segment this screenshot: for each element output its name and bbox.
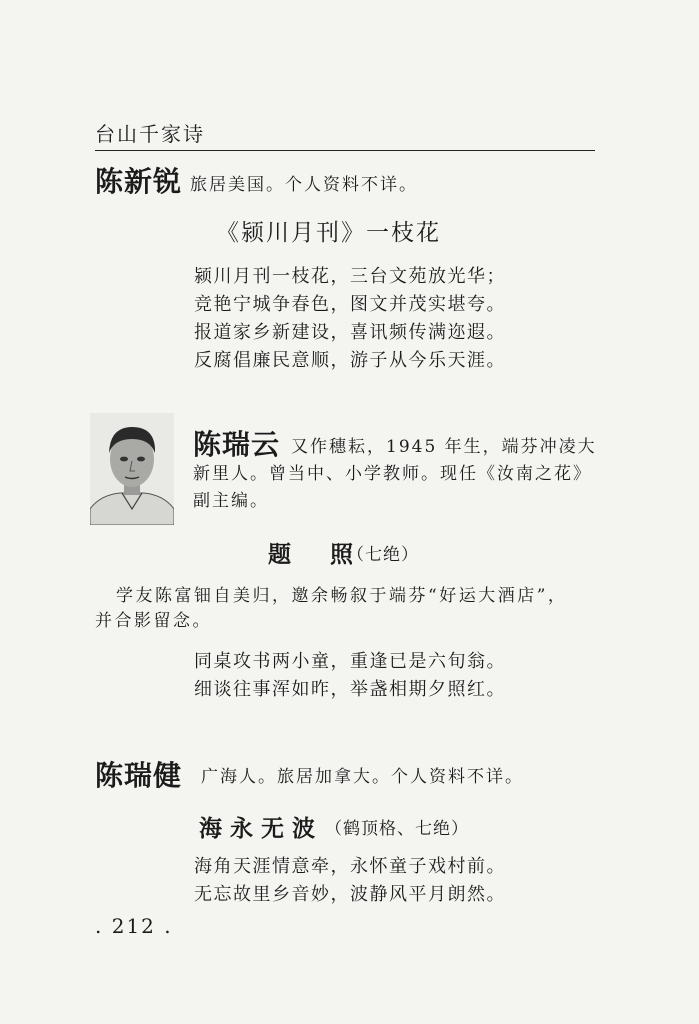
author-portrait xyxy=(90,413,174,525)
poem-line: 颍川月刊一枝花，三台文苑放光华； xyxy=(194,266,506,287)
poem-line: 同桌攻书两小童，重逢已是六旬翁。 xyxy=(194,651,506,672)
author-bio: 副主编。 xyxy=(193,491,269,511)
author-name: 陈瑞云 xyxy=(193,428,281,461)
poem-form: （鹤顶格、七绝） xyxy=(325,819,469,839)
running-title: 台山千家诗 xyxy=(95,122,205,146)
poem-line: 反腐倡廉民意顺，游子从今乐天涯。 xyxy=(194,350,506,371)
poem-line: 竞艳宁城争春色，图文并茂实堪夸。 xyxy=(194,294,506,315)
poem-line: 报道家乡新建设，喜讯频传满迩遐。 xyxy=(194,322,506,343)
author-bio: 又作穗耘，1945 年生，端芬冲凌大 xyxy=(291,437,597,457)
poem-line: 细谈往事浑如昨，举盏相期夕照红。 xyxy=(194,679,506,700)
poem-title: 题 照 xyxy=(268,542,361,568)
author-bio: 旅居美国。个人资料不详。 xyxy=(190,175,418,195)
author-name: 陈瑞健 xyxy=(95,759,183,792)
author-name: 陈新锐 xyxy=(95,165,183,198)
poem-form: （七绝） xyxy=(347,545,419,565)
author-bio: 新里人。曾当中、小学教师。现任《汝南之花》 xyxy=(193,464,592,484)
poem-preface: 并合影留念。 xyxy=(95,611,212,631)
poem-title: 《颍川月刊》一枝花 xyxy=(216,220,441,246)
header-rule xyxy=(95,150,595,151)
poem-preface: 学友陈富钿自美归，邀余畅叙于端芬“好运大酒店”， xyxy=(116,586,568,606)
poem-line: 无忘故里乡音妙，波静风平月朗然。 xyxy=(194,884,506,905)
author-bio: 广海人。旅居加拿大。个人资料不详。 xyxy=(201,767,524,787)
page-number: . 212 . xyxy=(95,914,173,938)
poem-title: 海永无波 xyxy=(199,816,323,842)
poem-line: 海角天涯情意牵，永怀童子戏村前。 xyxy=(194,856,506,877)
